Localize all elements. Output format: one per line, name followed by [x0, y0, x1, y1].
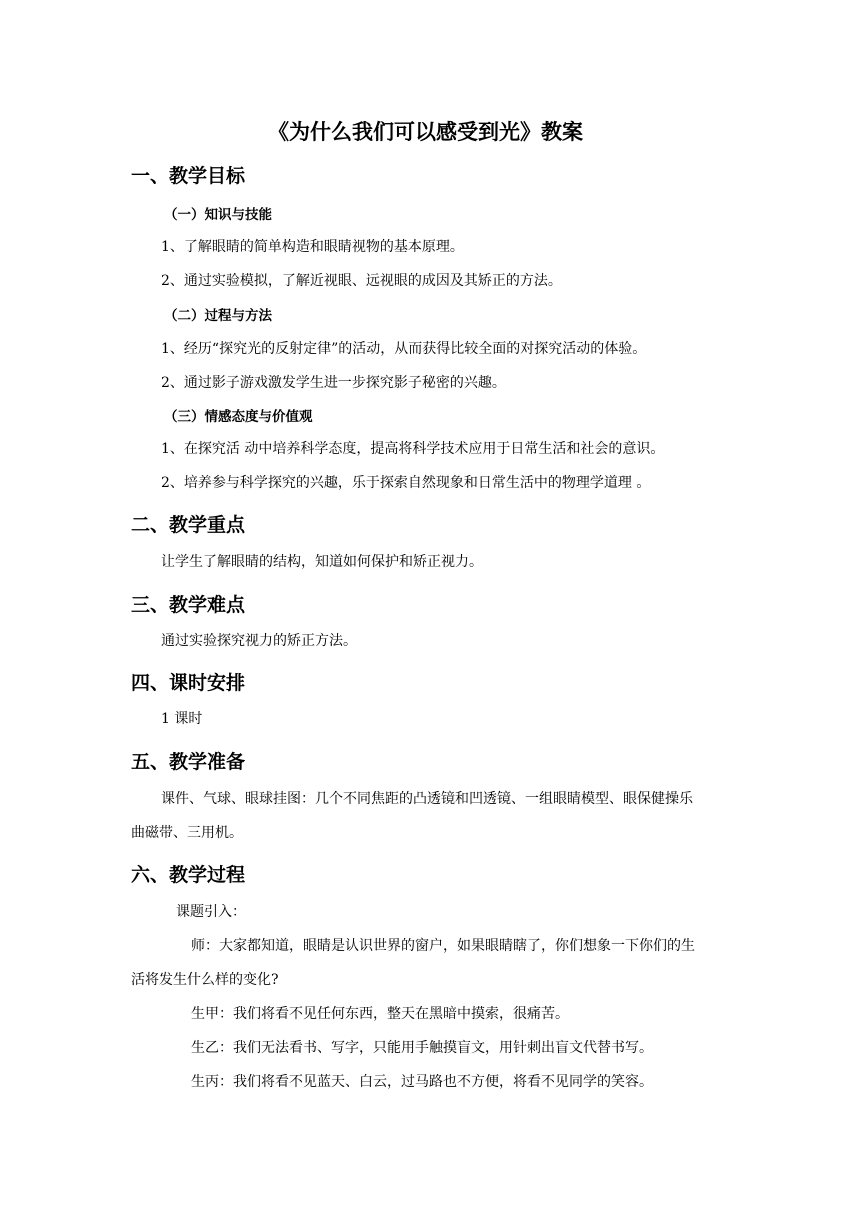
section-paragraph: 曲磁带、三用机。 [131, 825, 243, 841]
list-item: 1、经历“探究光的反射定律”的活动，从而获得比较全面的对探究活动的体验。 [161, 341, 647, 357]
list-item: 2、通过实验模拟，了解近视眼、远视眼的成因及其矫正的方法。 [161, 273, 562, 289]
dialogue-line: 生甲：我们将看不见任何东西，整天在黑暗中摸索，很痛苦。 [191, 1006, 569, 1022]
section-paragraph: 通过实验探究视力的矫正方法。 [161, 633, 357, 649]
section-heading-key-points: 二、教学重点 [131, 514, 246, 536]
dialogue-line: 生丙：我们将看不见蓝天、白云，过马路也不方便，将看不见同学的笑容。 [191, 1074, 653, 1090]
subsection-heading-attitude: （三）情感态度与价值观 [164, 409, 313, 425]
list-item: 2、通过影子游戏激发学生进一步探究影子秘密的兴趣。 [161, 375, 506, 391]
dialogue-line: 生乙：我们无法看书、写字，只能用手触摸盲文，用针刺出盲文代替书写。 [191, 1040, 653, 1056]
section-intro: 课题引入： [176, 904, 246, 920]
section-paragraph: 让学生了解眼睛的结构，知道如何保护和矫正视力。 [161, 554, 483, 570]
subsection-heading-process: （二）过程与方法 [164, 308, 272, 324]
dialogue-line: 师：大家都知道，眼睛是认识世界的窗户，如果眼睛瞎了，你们想象一下你们的生 [191, 938, 695, 954]
list-item: 1、了解眼睛的简单构造和眼睛视物的基本原理。 [161, 239, 464, 255]
section-paragraph: 1 课时 [161, 711, 203, 727]
section-paragraph: 课件、气球、眼球挂图：几个不同焦距的凸透镜和凹透镜、一组眼睛模型、眼保健操乐 [161, 791, 693, 807]
section-heading-process: 六、教学过程 [131, 864, 246, 886]
list-item: 1、在探究活 动中培养科学态度，提高将科学技术应用于日常生活和社会的意识。 [161, 441, 665, 457]
list-item: 2、培养参与科学探究的兴趣，乐于探索自然现象和日常生活中的物理学道理 。 [161, 475, 651, 491]
section-heading-preparation: 五、教学准备 [131, 751, 246, 773]
subsection-heading-knowledge: （一）知识与技能 [164, 207, 272, 223]
dialogue-line: 活将发生什么样的变化? [131, 972, 279, 988]
document-title: 《为什么我们可以感受到光》教案 [268, 120, 583, 144]
section-heading-goals: 一、教学目标 [131, 165, 246, 187]
section-heading-schedule: 四、课时安排 [131, 672, 246, 694]
section-heading-difficulties: 三、教学难点 [131, 594, 246, 616]
